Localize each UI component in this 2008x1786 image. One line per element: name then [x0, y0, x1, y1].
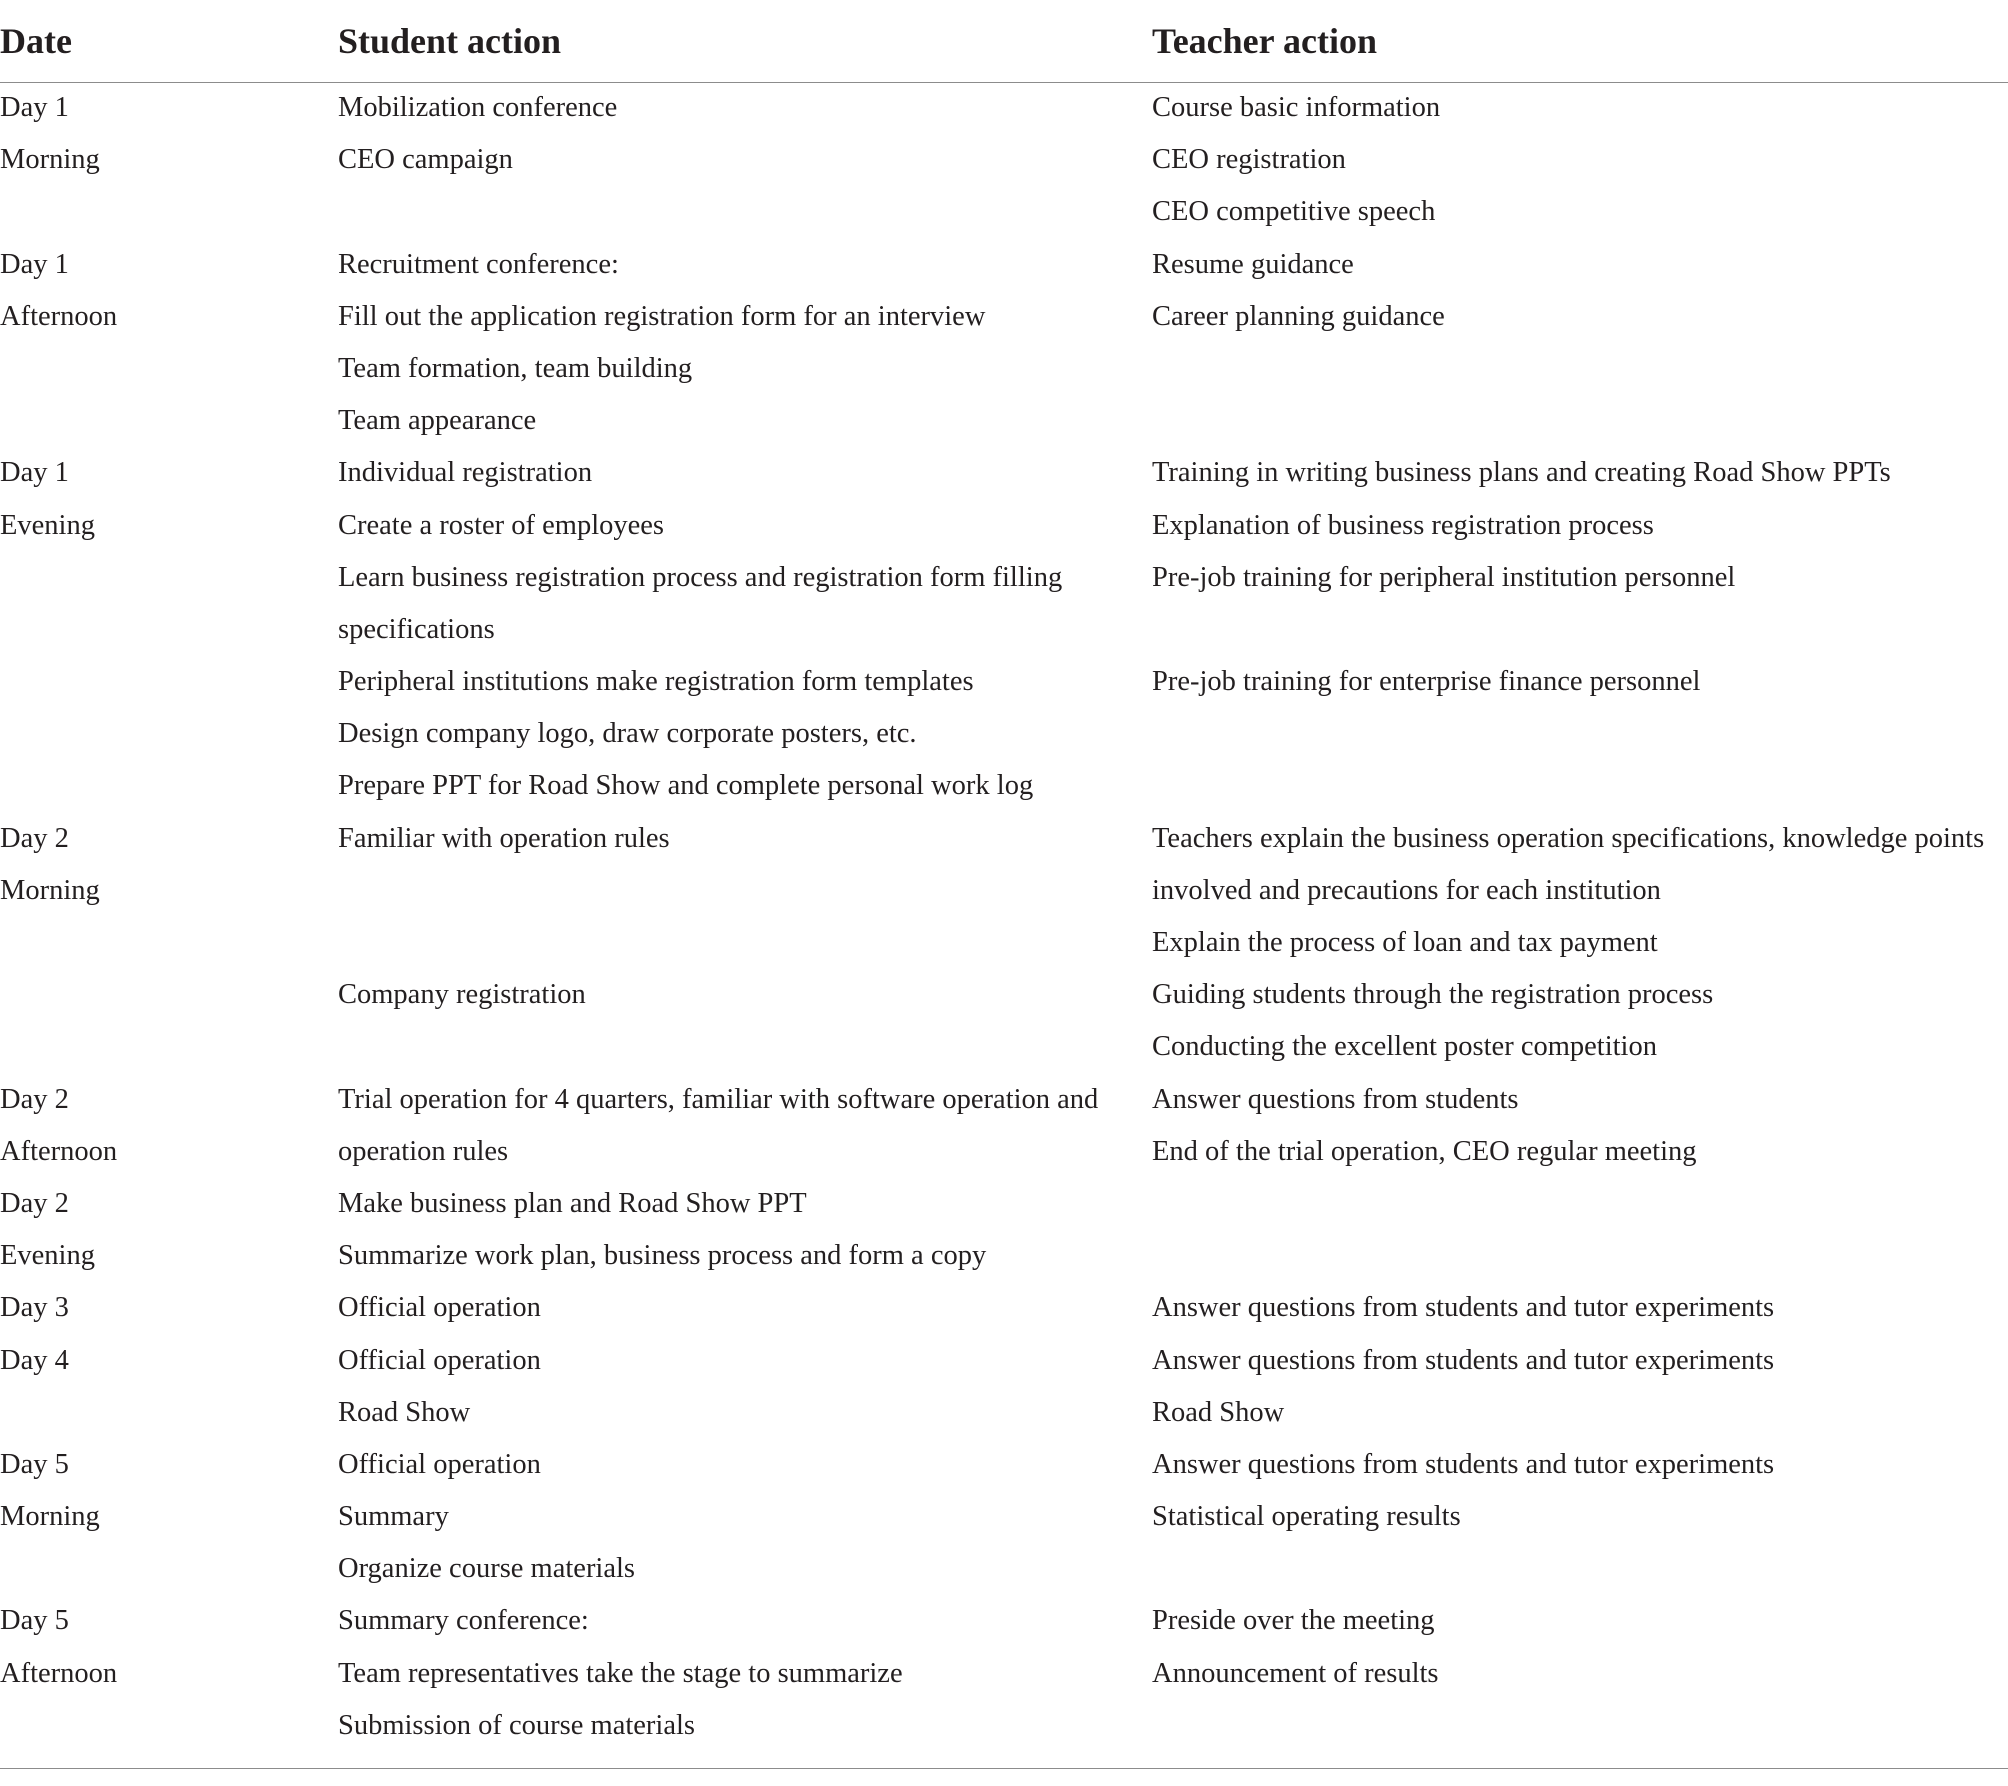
table-cell-date: Morning — [0, 1501, 100, 1533]
table-cell-date: Afternoon — [0, 300, 118, 332]
table-cell-date: Evening — [0, 1240, 95, 1272]
table-cell-student-action: Company registration — [338, 979, 586, 1011]
table-cell-student-action: Team representatives take the stage to summarize — [338, 1657, 903, 1689]
table-cell-date: Day 2 — [0, 822, 69, 854]
table-cell-date: Morning — [0, 874, 100, 906]
table-row — [0, 82, 2008, 134]
table-row — [0, 1126, 2008, 1178]
table-cell-student-action: Summary conference: — [338, 1605, 589, 1637]
table-row — [0, 1074, 2008, 1126]
table-cell-teacher-action: CEO competitive speech — [1152, 196, 1436, 228]
table-row — [0, 1648, 2008, 1700]
table-cell-student-action: Design company logo, draw corporate posters, etc. — [338, 718, 917, 750]
table-row — [0, 656, 2008, 708]
bottom-rule — [0, 1768, 2008, 1769]
table-cell-student-action: Create a roster of employees — [338, 509, 665, 541]
table-cell-teacher-action: Road Show — [1152, 1396, 1285, 1428]
table-cell-student-action: Official operation — [338, 1292, 541, 1324]
table-cell-teacher-action: Training in writing business plans and creating Road Show PPTs — [1152, 457, 1891, 489]
table-row — [0, 813, 2008, 865]
table-row — [0, 1491, 2008, 1543]
header-student-action: Student action — [338, 21, 562, 61]
table-row — [0, 1178, 2008, 1230]
table-cell-student-action: Organize course materials — [338, 1553, 636, 1585]
table-cell-teacher-action: Pre-job training for peripheral institution personnel — [1152, 561, 1736, 593]
table-cell-student-action: operation rules — [338, 1135, 509, 1167]
table-cell-teacher-action: Answer questions from students and tutor experiments — [1152, 1448, 1775, 1480]
table-cell-date: Morning — [0, 144, 100, 176]
table-cell-student-action: Familiar with operation rules — [338, 822, 670, 854]
table-body — [0, 82, 2008, 1752]
table-row — [0, 134, 2008, 186]
table-header-row — [0, 0, 2008, 82]
table-cell-student-action: Fill out the application registration form for an interview — [338, 300, 986, 332]
table-cell-teacher-action: Explanation of business registration process — [1152, 509, 1654, 541]
table-cell-teacher-action: Answer questions from students and tutor experiments — [1152, 1344, 1775, 1376]
table-cell-student-action: Team formation, team building — [338, 352, 693, 384]
table-row — [0, 1700, 2008, 1752]
table-cell-date: Afternoon — [0, 1657, 118, 1689]
table-row — [0, 865, 2008, 917]
table-cell-teacher-action: Course basic information — [1152, 92, 1441, 123]
table-row — [0, 1021, 2008, 1073]
table-row — [0, 186, 2008, 238]
table-cell-teacher-action: Answer questions from students — [1152, 1083, 1519, 1115]
table-cell-student-action: Mobilization conference — [338, 92, 618, 123]
table-cell-teacher-action: Teachers explain the business operation specifications, knowledge points — [1152, 822, 1985, 854]
table-cell-student-action: Team appearance — [338, 405, 537, 437]
table-cell-teacher-action: Announcement of results — [1152, 1657, 1439, 1689]
table-cell-student-action: Recruitment conference: — [338, 248, 619, 280]
table-cell-date: Day 3 — [0, 1292, 69, 1324]
table-row — [0, 500, 2008, 552]
table-cell-student-action: Individual registration — [338, 457, 593, 489]
table-cell-teacher-action: Career planning guidance — [1152, 300, 1445, 332]
table-cell-teacher-action: Resume guidance — [1152, 248, 1354, 280]
table-row — [0, 447, 2008, 499]
table-cell-teacher-action: CEO registration — [1152, 144, 1346, 176]
table-row — [0, 291, 2008, 343]
table-cell-date: Day 5 — [0, 1448, 69, 1480]
table-cell-date: Day 5 — [0, 1605, 69, 1637]
table-cell-student-action: Official operation — [338, 1448, 541, 1480]
table-cell-date: Day 2 — [0, 1083, 69, 1115]
table-cell-teacher-action: End of the trial operation, CEO regular meeting — [1152, 1135, 1697, 1167]
table-cell-student-action: specifications — [338, 613, 495, 645]
table-cell-student-action: Submission of course materials — [338, 1709, 695, 1741]
header-teacher-action: Teacher action — [1152, 21, 1377, 61]
table-cell-student-action: Summary — [338, 1501, 449, 1533]
table-cell-date: Day 1 — [0, 248, 69, 280]
table-cell-teacher-action: involved and precautions for each institution — [1152, 874, 1661, 906]
table-cell-student-action: Trial operation for 4 quarters, familiar with software operation and — [338, 1083, 1099, 1115]
table-cell-student-action: Make business plan and Road Show PPT — [338, 1187, 807, 1219]
table-cell-date: Day 1 — [0, 457, 69, 489]
table-row — [0, 395, 2008, 447]
table-cell-teacher-action: Pre-job training for enterprise finance personnel — [1152, 666, 1701, 698]
table-cell-teacher-action: Statistical operating results — [1152, 1501, 1461, 1533]
table-cell-date: Day 1 — [0, 92, 69, 123]
table-row — [0, 969, 2008, 1021]
table-cell-date: Day 2 — [0, 1187, 69, 1219]
table-cell-date: Day 4 — [0, 1344, 69, 1376]
table-row — [0, 604, 2008, 656]
table-row — [0, 1335, 2008, 1387]
table-cell-student-action: Road Show — [338, 1396, 471, 1428]
table-cell-date: Afternoon — [0, 1135, 118, 1167]
table-cell-teacher-action: Conducting the excellent poster competition — [1152, 1031, 1657, 1063]
table-row — [0, 239, 2008, 291]
table-cell-teacher-action: Explain the process of loan and tax payment — [1152, 927, 1658, 958]
table-cell-student-action: Learn business registration process and registration form filling — [338, 561, 1063, 593]
table-row — [0, 1595, 2008, 1647]
table-cell-student-action: Official operation — [338, 1344, 541, 1376]
table-row — [0, 552, 2008, 604]
table-cell-teacher-action: Guiding students through the registration process — [1152, 979, 1714, 1011]
table-cell-student-action: CEO campaign — [338, 144, 513, 176]
table-row — [0, 917, 2008, 969]
table-cell-teacher-action: Answer questions from students and tutor experiments — [1152, 1292, 1775, 1324]
table-cell-student-action: Summarize work plan, business process and form a copy — [338, 1240, 987, 1272]
table-cell-student-action: Peripheral institutions make registration form templates — [338, 666, 974, 698]
table-row — [0, 1439, 2008, 1491]
table-row — [0, 343, 2008, 395]
table-row — [0, 1230, 2008, 1282]
table-cell-student-action: Prepare PPT for Road Show and complete personal work log — [338, 770, 1034, 802]
header-date: Date — [0, 21, 72, 61]
table-row — [0, 760, 2008, 812]
table-row — [0, 1543, 2008, 1595]
table-cell-teacher-action: Preside over the meeting — [1152, 1605, 1435, 1637]
table-row — [0, 1282, 2008, 1334]
table-row — [0, 1387, 2008, 1439]
table-cell-date: Evening — [0, 509, 95, 541]
table-row — [0, 708, 2008, 760]
